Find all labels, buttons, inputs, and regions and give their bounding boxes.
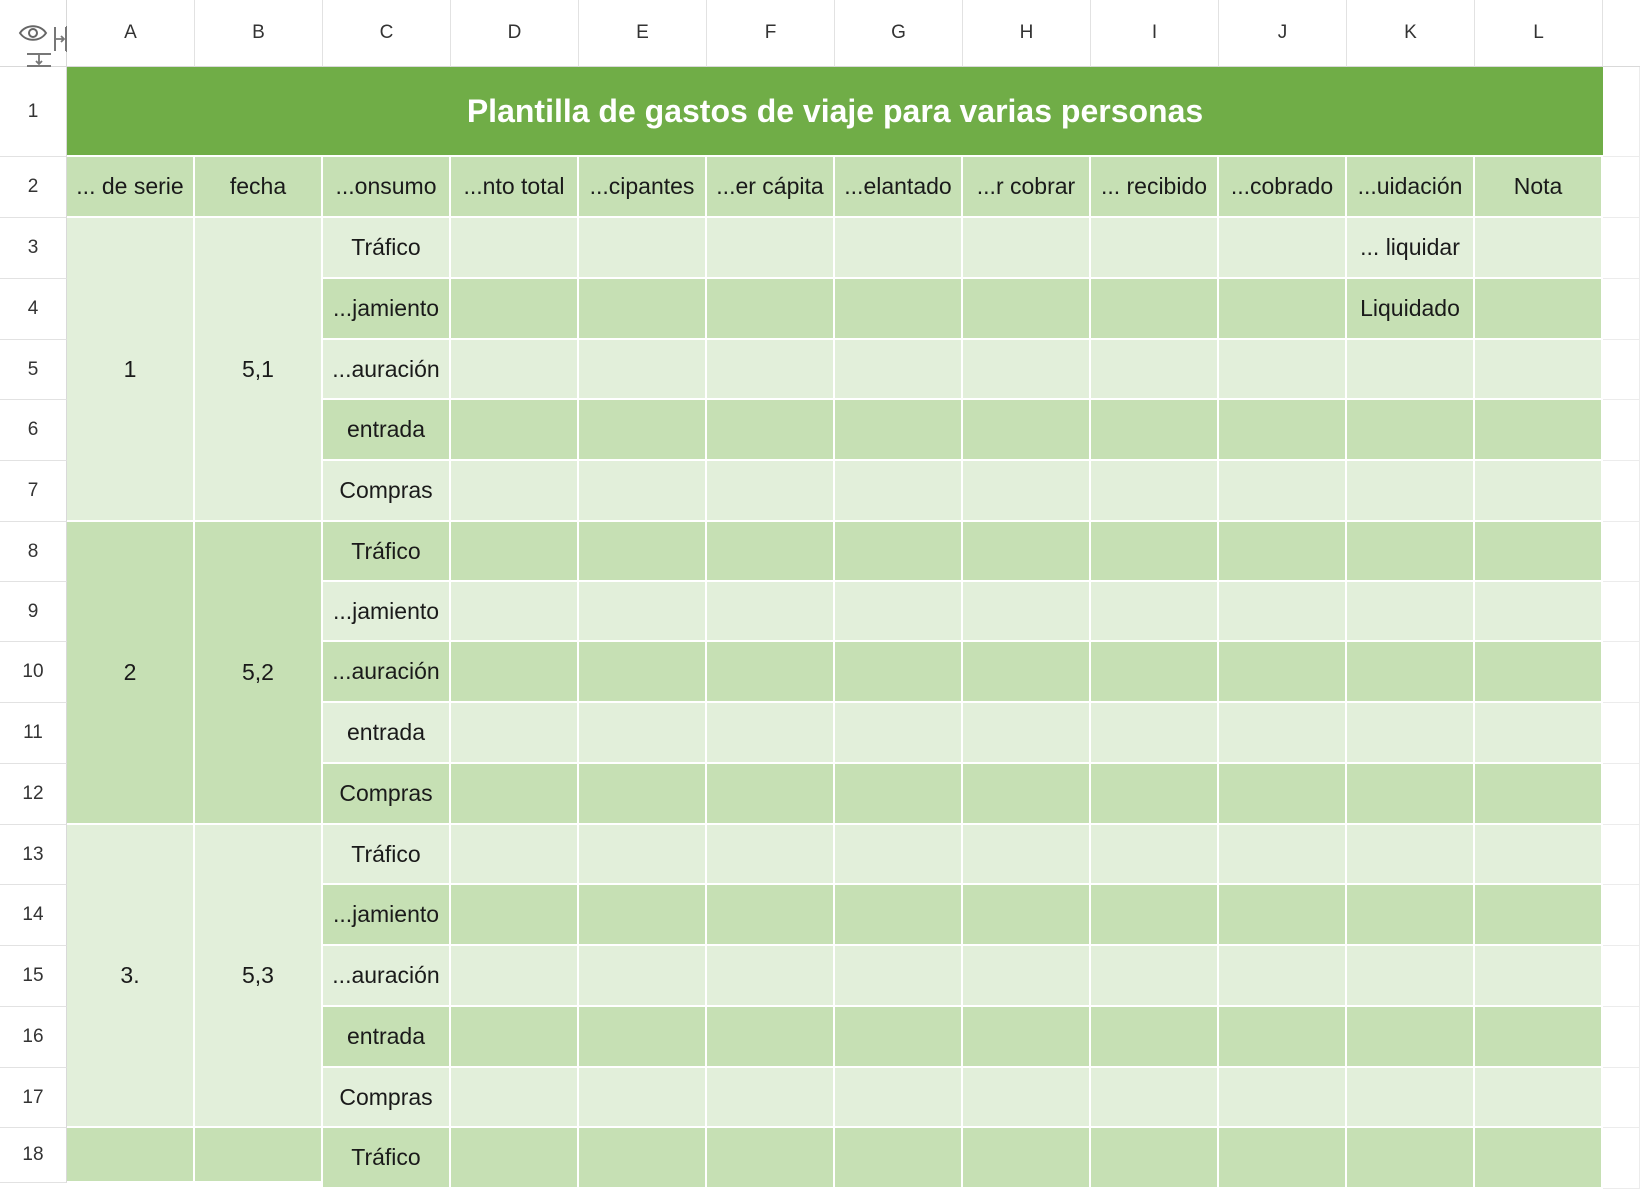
column-header-i[interactable]: I: [1091, 0, 1219, 67]
row-header-5[interactable]: 5: [0, 340, 67, 400]
cell-f6[interactable]: [707, 400, 835, 461]
cell-c6[interactable]: entrada: [323, 400, 451, 461]
header-cell-l[interactable]: Nota: [1475, 157, 1603, 218]
row-header-1[interactable]: 1: [0, 67, 67, 157]
cell-e14[interactable]: [579, 885, 707, 946]
column-header-c[interactable]: C: [323, 0, 451, 67]
cell-e12[interactable]: [579, 764, 707, 825]
header-cell-d[interactable]: ...nto total: [451, 157, 579, 218]
cell-blank-11[interactable]: [1603, 703, 1640, 764]
header-cell-a[interactable]: ... de serie: [67, 157, 195, 218]
column-header-j[interactable]: J: [1219, 0, 1347, 67]
cell-j12[interactable]: [1219, 764, 1347, 825]
cell-c11[interactable]: entrada: [323, 703, 451, 764]
header-cell-f[interactable]: ...er cápita: [707, 157, 835, 218]
cell-e15[interactable]: [579, 946, 707, 1007]
row-header-3[interactable]: 3: [0, 218, 67, 279]
cell-h18[interactable]: [963, 1128, 1091, 1189]
cell-f11[interactable]: [707, 703, 835, 764]
cell-f16[interactable]: [707, 1007, 835, 1068]
cell-h5[interactable]: [963, 340, 1091, 400]
column-header-a[interactable]: A: [67, 0, 195, 67]
cell-i10[interactable]: [1091, 642, 1219, 703]
row-header-6[interactable]: 6: [0, 400, 67, 461]
cell-j11[interactable]: [1219, 703, 1347, 764]
cell-d15[interactable]: [451, 946, 579, 1007]
cell-j3[interactable]: [1219, 218, 1347, 279]
cell-e6[interactable]: [579, 400, 707, 461]
cell-l14[interactable]: [1475, 885, 1603, 946]
cell-blank-17[interactable]: [1603, 1068, 1640, 1128]
cell-g17[interactable]: [835, 1068, 963, 1128]
cell-i11[interactable]: [1091, 703, 1219, 764]
cell-g16[interactable]: [835, 1007, 963, 1068]
cell-c18[interactable]: Tráfico: [323, 1128, 451, 1189]
cell-c9[interactable]: ...jamiento: [323, 582, 451, 642]
cell-j13[interactable]: [1219, 825, 1347, 885]
cell-d9[interactable]: [451, 582, 579, 642]
cell-l7[interactable]: [1475, 461, 1603, 522]
row-header-15[interactable]: 15: [0, 946, 67, 1007]
cell-j8[interactable]: [1219, 522, 1347, 582]
cell-e3[interactable]: [579, 218, 707, 279]
cell-d6[interactable]: [451, 400, 579, 461]
cell-g10[interactable]: [835, 642, 963, 703]
cell-k3[interactable]: ... liquidar: [1347, 218, 1475, 279]
cell-e16[interactable]: [579, 1007, 707, 1068]
cell-f7[interactable]: [707, 461, 835, 522]
cell-i17[interactable]: [1091, 1068, 1219, 1128]
fecha-cell-group-4[interactable]: [195, 1128, 323, 1183]
cell-d14[interactable]: [451, 885, 579, 946]
serie-cell-group-1[interactable]: 1: [67, 218, 195, 522]
cell-g6[interactable]: [835, 400, 963, 461]
cell-h6[interactable]: [963, 400, 1091, 461]
cell-l13[interactable]: [1475, 825, 1603, 885]
cell-h8[interactable]: [963, 522, 1091, 582]
cell-i12[interactable]: [1091, 764, 1219, 825]
cell-e11[interactable]: [579, 703, 707, 764]
cell-i14[interactable]: [1091, 885, 1219, 946]
header-cell-c[interactable]: ...onsumo: [323, 157, 451, 218]
cell-c3[interactable]: Tráfico: [323, 218, 451, 279]
cell-d13[interactable]: [451, 825, 579, 885]
cell-d8[interactable]: [451, 522, 579, 582]
cell-l17[interactable]: [1475, 1068, 1603, 1128]
row-header-4[interactable]: 4: [0, 279, 67, 340]
cell-blank-10[interactable]: [1603, 642, 1640, 703]
column-header-f[interactable]: F: [707, 0, 835, 67]
header-cell-h[interactable]: ...r cobrar: [963, 157, 1091, 218]
cell-k5[interactable]: [1347, 340, 1475, 400]
cell-k15[interactable]: [1347, 946, 1475, 1007]
eye-icon[interactable]: [16, 20, 50, 46]
cell-d10[interactable]: [451, 642, 579, 703]
header-cell-k[interactable]: ...uidación: [1347, 157, 1475, 218]
cell-h14[interactable]: [963, 885, 1091, 946]
serie-cell-group-2[interactable]: 2: [67, 522, 195, 825]
cell-l15[interactable]: [1475, 946, 1603, 1007]
cell-g11[interactable]: [835, 703, 963, 764]
cell-j18[interactable]: [1219, 1128, 1347, 1189]
cell-c12[interactable]: Compras: [323, 764, 451, 825]
cell-c14[interactable]: ...jamiento: [323, 885, 451, 946]
cell-g14[interactable]: [835, 885, 963, 946]
cell-e17[interactable]: [579, 1068, 707, 1128]
cell-e9[interactable]: [579, 582, 707, 642]
row-header-10[interactable]: 10: [0, 642, 67, 703]
cell-j7[interactable]: [1219, 461, 1347, 522]
cell-d7[interactable]: [451, 461, 579, 522]
cell-blank-16[interactable]: [1603, 1007, 1640, 1068]
cell-f3[interactable]: [707, 218, 835, 279]
cell-blank-4[interactable]: [1603, 279, 1640, 340]
cell-f9[interactable]: [707, 582, 835, 642]
cell-l4[interactable]: [1475, 279, 1603, 340]
column-header-k[interactable]: K: [1347, 0, 1475, 67]
cell-i13[interactable]: [1091, 825, 1219, 885]
cell-g12[interactable]: [835, 764, 963, 825]
cell-c17[interactable]: Compras: [323, 1068, 451, 1128]
cell-d12[interactable]: [451, 764, 579, 825]
row-header-7[interactable]: 7: [0, 461, 67, 522]
serie-cell-group-4[interactable]: [67, 1128, 195, 1183]
cell-f10[interactable]: [707, 642, 835, 703]
cell-i4[interactable]: [1091, 279, 1219, 340]
row-header-11[interactable]: 11: [0, 703, 67, 764]
cell-blank-1[interactable]: [1603, 67, 1640, 157]
cell-f12[interactable]: [707, 764, 835, 825]
cell-k18[interactable]: [1347, 1128, 1475, 1189]
cell-l8[interactable]: [1475, 522, 1603, 582]
cell-i18[interactable]: [1091, 1128, 1219, 1189]
cell-i6[interactable]: [1091, 400, 1219, 461]
cell-g3[interactable]: [835, 218, 963, 279]
cell-j4[interactable]: [1219, 279, 1347, 340]
cell-g13[interactable]: [835, 825, 963, 885]
cell-c16[interactable]: entrada: [323, 1007, 451, 1068]
cell-k13[interactable]: [1347, 825, 1475, 885]
cell-f17[interactable]: [707, 1068, 835, 1128]
cell-blank-2[interactable]: [1603, 157, 1640, 218]
cell-g15[interactable]: [835, 946, 963, 1007]
sheet-title[interactable]: Plantilla de gastos de viaje para varias personas: [67, 67, 1603, 157]
cell-j16[interactable]: [1219, 1007, 1347, 1068]
cell-l11[interactable]: [1475, 703, 1603, 764]
cell-i9[interactable]: [1091, 582, 1219, 642]
cell-blank-18[interactable]: [1603, 1128, 1640, 1189]
column-header-h[interactable]: H: [963, 0, 1091, 67]
cell-c7[interactable]: Compras: [323, 461, 451, 522]
cell-k17[interactable]: [1347, 1068, 1475, 1128]
cell-blank-13[interactable]: [1603, 825, 1640, 885]
cell-c10[interactable]: ...auración: [323, 642, 451, 703]
cell-h16[interactable]: [963, 1007, 1091, 1068]
cell-j10[interactable]: [1219, 642, 1347, 703]
cell-f15[interactable]: [707, 946, 835, 1007]
cell-h12[interactable]: [963, 764, 1091, 825]
cell-d11[interactable]: [451, 703, 579, 764]
cell-h9[interactable]: [963, 582, 1091, 642]
cell-j6[interactable]: [1219, 400, 1347, 461]
cell-g18[interactable]: [835, 1128, 963, 1189]
cell-e7[interactable]: [579, 461, 707, 522]
cell-d17[interactable]: [451, 1068, 579, 1128]
cell-i16[interactable]: [1091, 1007, 1219, 1068]
cell-g9[interactable]: [835, 582, 963, 642]
row-header-9[interactable]: 9: [0, 582, 67, 642]
cell-l5[interactable]: [1475, 340, 1603, 400]
cell-l9[interactable]: [1475, 582, 1603, 642]
cell-e10[interactable]: [579, 642, 707, 703]
cell-j17[interactable]: [1219, 1068, 1347, 1128]
cell-f18[interactable]: [707, 1128, 835, 1189]
cell-e8[interactable]: [579, 522, 707, 582]
cell-h7[interactable]: [963, 461, 1091, 522]
row-header-16[interactable]: 16: [0, 1007, 67, 1068]
cell-blank-5[interactable]: [1603, 340, 1640, 400]
cell-g5[interactable]: [835, 340, 963, 400]
row-header-14[interactable]: 14: [0, 885, 67, 946]
cell-h4[interactable]: [963, 279, 1091, 340]
cell-k8[interactable]: [1347, 522, 1475, 582]
cell-c4[interactable]: ...jamiento: [323, 279, 451, 340]
row-header-12[interactable]: 12: [0, 764, 67, 825]
cell-l3[interactable]: [1475, 218, 1603, 279]
cell-k16[interactable]: [1347, 1007, 1475, 1068]
cell-h15[interactable]: [963, 946, 1091, 1007]
cell-g8[interactable]: [835, 522, 963, 582]
serie-cell-group-3[interactable]: 3.: [67, 825, 195, 1128]
cell-i15[interactable]: [1091, 946, 1219, 1007]
cell-i7[interactable]: [1091, 461, 1219, 522]
cell-k6[interactable]: [1347, 400, 1475, 461]
row-header-18[interactable]: 18: [0, 1128, 67, 1183]
cell-j15[interactable]: [1219, 946, 1347, 1007]
cell-j5[interactable]: [1219, 340, 1347, 400]
cell-h17[interactable]: [963, 1068, 1091, 1128]
cell-i8[interactable]: [1091, 522, 1219, 582]
cell-i5[interactable]: [1091, 340, 1219, 400]
cell-blank-8[interactable]: [1603, 522, 1640, 582]
cell-blank-12[interactable]: [1603, 764, 1640, 825]
header-cell-j[interactable]: ...cobrado: [1219, 157, 1347, 218]
cell-k4[interactable]: Liquidado: [1347, 279, 1475, 340]
row-header-8[interactable]: 8: [0, 522, 67, 582]
header-cell-i[interactable]: ... recibido: [1091, 157, 1219, 218]
cell-l18[interactable]: [1475, 1128, 1603, 1189]
cell-f4[interactable]: [707, 279, 835, 340]
cell-l6[interactable]: [1475, 400, 1603, 461]
cell-k11[interactable]: [1347, 703, 1475, 764]
cell-f8[interactable]: [707, 522, 835, 582]
cell-l12[interactable]: [1475, 764, 1603, 825]
fecha-cell-group-2[interactable]: 5,2: [195, 522, 323, 825]
cell-g7[interactable]: [835, 461, 963, 522]
cell-blank-15[interactable]: [1603, 946, 1640, 1007]
column-header-b[interactable]: B: [195, 0, 323, 67]
header-cell-b[interactable]: fecha: [195, 157, 323, 218]
cell-g4[interactable]: [835, 279, 963, 340]
cell-d5[interactable]: [451, 340, 579, 400]
cell-k14[interactable]: [1347, 885, 1475, 946]
cell-h10[interactable]: [963, 642, 1091, 703]
cell-h3[interactable]: [963, 218, 1091, 279]
cell-h11[interactable]: [963, 703, 1091, 764]
fecha-cell-group-1[interactable]: 5,1: [195, 218, 323, 522]
column-header-d[interactable]: D: [451, 0, 579, 67]
column-header-l[interactable]: L: [1475, 0, 1603, 67]
cell-c15[interactable]: ...auración: [323, 946, 451, 1007]
cell-e4[interactable]: [579, 279, 707, 340]
cell-d18[interactable]: [451, 1128, 579, 1189]
cell-k10[interactable]: [1347, 642, 1475, 703]
cell-e5[interactable]: [579, 340, 707, 400]
cell-blank-7[interactable]: [1603, 461, 1640, 522]
cell-h13[interactable]: [963, 825, 1091, 885]
cell-f5[interactable]: [707, 340, 835, 400]
cell-i3[interactable]: [1091, 218, 1219, 279]
row-header-17[interactable]: 17: [0, 1068, 67, 1128]
cell-f13[interactable]: [707, 825, 835, 885]
header-cell-e[interactable]: ...cipantes: [579, 157, 707, 218]
cell-d16[interactable]: [451, 1007, 579, 1068]
cell-blank-3[interactable]: [1603, 218, 1640, 279]
cell-blank-14[interactable]: [1603, 885, 1640, 946]
cell-l10[interactable]: [1475, 642, 1603, 703]
cell-e18[interactable]: [579, 1128, 707, 1189]
cell-f14[interactable]: [707, 885, 835, 946]
cell-j9[interactable]: [1219, 582, 1347, 642]
row-header-2[interactable]: 2: [0, 157, 67, 218]
cell-d4[interactable]: [451, 279, 579, 340]
cell-blank-6[interactable]: [1603, 400, 1640, 461]
column-header-blank: [1603, 0, 1640, 67]
cell-j14[interactable]: [1219, 885, 1347, 946]
cell-d3[interactable]: [451, 218, 579, 279]
cell-c8[interactable]: Tráfico: [323, 522, 451, 582]
cell-c5[interactable]: ...auración: [323, 340, 451, 400]
cell-l16[interactable]: [1475, 1007, 1603, 1068]
cell-k7[interactable]: [1347, 461, 1475, 522]
cell-k12[interactable]: [1347, 764, 1475, 825]
cell-c13[interactable]: Tráfico: [323, 825, 451, 885]
fecha-cell-group-3[interactable]: 5,3: [195, 825, 323, 1128]
column-header-e[interactable]: E: [579, 0, 707, 67]
header-cell-g[interactable]: ...elantado: [835, 157, 963, 218]
cell-blank-9[interactable]: [1603, 582, 1640, 642]
row-header-13[interactable]: 13: [0, 825, 67, 885]
column-header-g[interactable]: G: [835, 0, 963, 67]
cell-e13[interactable]: [579, 825, 707, 885]
cell-k9[interactable]: [1347, 582, 1475, 642]
